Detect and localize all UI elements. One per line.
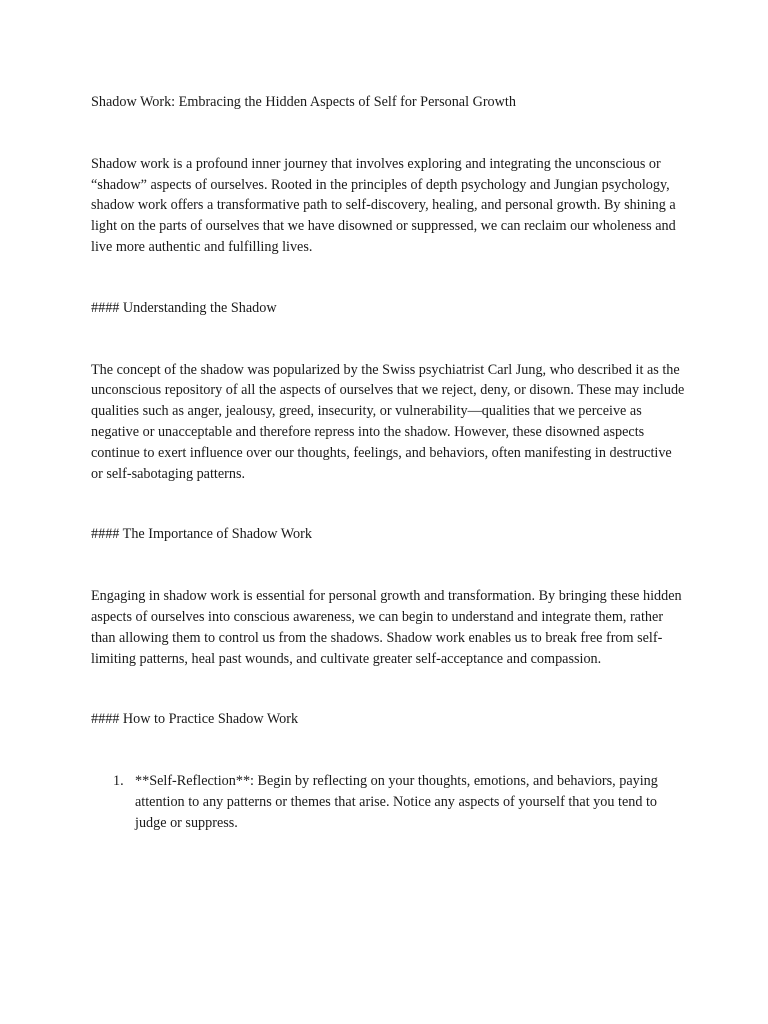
- section-heading-understanding: #### Understanding the Shadow: [91, 299, 277, 316]
- list-item-number: 1.: [113, 773, 124, 790]
- document-title: Shadow Work: Embracing the Hidden Aspects of Self for Personal Growth: [91, 94, 516, 110]
- section-body-importance: Engaging in shadow work is essential for personal growth and transformation. By bringing these hidden aspects of ourselves into conscious awareness, we can begin to understand and integrate them, rather than allowing them to control us from the shadows. Shadow work enables us to break free from self-limiting patterns, heal past wounds, and cultivate greater self-acceptance and compassion.: [91, 588, 682, 667]
- document-body: [91, 92, 687, 834]
- section-heading-practice: #### How to Practice Shadow Work: [91, 711, 299, 728]
- section-body-understanding: The concept of the shadow was popularized by the Swiss psychiatrist Carl Jung, who described it as the unconscious repository of all the aspects of ourselves that we reject, deny, or disown. These may include qualities such as anger, jealousy, greed, insecurity, or vulnerability—qualities that we perceive as negative or unacceptable and therefore repress into the shadow. However, these disowned aspects continue to exert influence over our thoughts, feelings, and behaviors, often manifesting in destructive or self-sabotaging patterns.: [91, 361, 685, 482]
- list-item-text: **Self-Reflection**: Begin by reflecting on your thoughts, emotions, and behaviors, paying attention to any patterns or themes that arise. Notice any aspects of yourself that you tend to judge or suppress.: [135, 773, 658, 831]
- practice-list: [91, 771, 687, 833]
- section-heading-importance: #### The Importance of Shadow Work: [91, 526, 312, 543]
- list-item: [91, 771, 687, 833]
- intro-paragraph: Shadow work is a profound inner journey that involves exploring and integrating the unconscious or “shadow” aspects of ourselves. Rooted in the principles of depth psychology and Jungian psychology, shadow work offers a transformative path to self-discovery, healing, and personal growth. By shining a light on the parts of ourselves that we have disowned or suppressed, we can reclaim our wholeness and live more authentic and fulfilling lives.: [91, 155, 676, 255]
